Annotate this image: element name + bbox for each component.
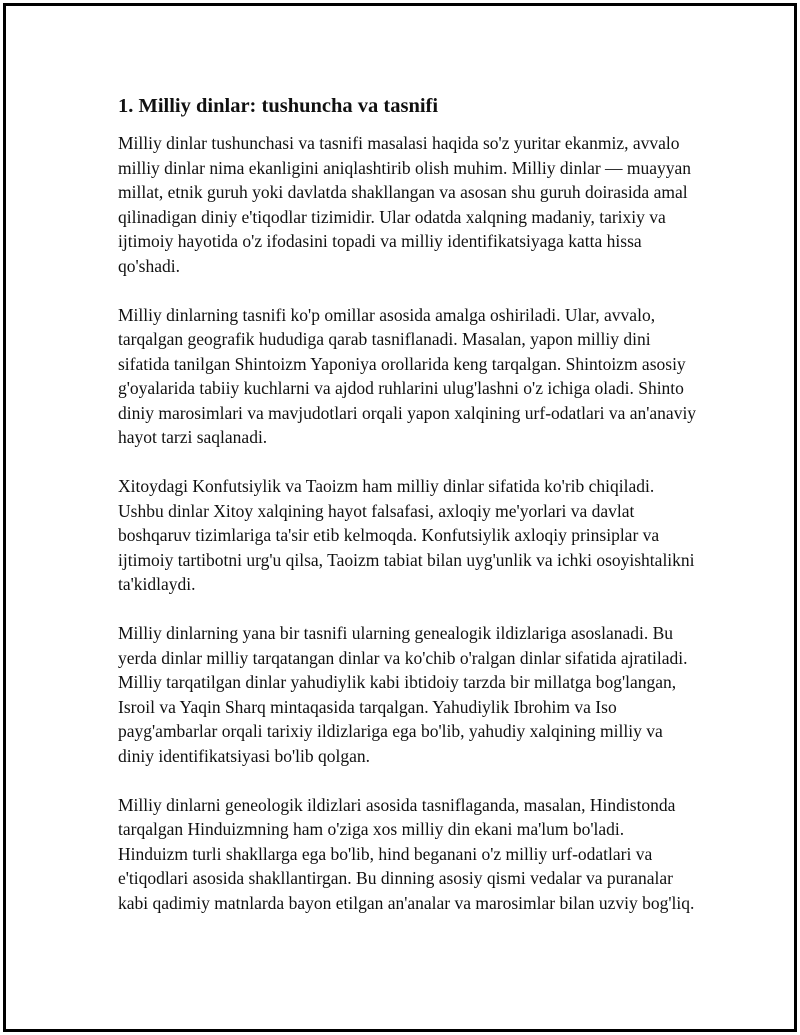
paragraph-hinduism: Milliy dinlarni geneologik ildizlari asosida tasniflaganda, masalan, Hindistonda tarqalgan Hinduizmning ham o'ziga xos milliy din ekani ma'lum bo'ladi. Hinduizm turli shakllarga ega bo'lib, hind beganani o'z milliy urf-odatlari va e'tiqodlari asosida shakllantirgan. Bu dinning asosiy qismi vedalar va puranalar kabi qadimiy matnlarda bayon etilgan an'analar va marosimlar bilan uzviy bog'liq. bbox=[118, 794, 695, 913]
paragraph-confucianism-taoism: Xitoydagi Konfutsiylik va Taoizm ham milliy dinlar sifatida ko'rib chiqiladi. Ushbu dinlar Xitoy xalqining hayot falsafasi, axloqiy me'yorlari va davlat boshqaruv tizimlariga ta'sir etib kelmoqda. Konfutsiylik axloqiy prinsiplar va ijtimoiy tartibotni urg'u qilsa, Taoizm tabiat bilan uyg'unlik va ichki osoyishtalikni ta'kidlaydi. bbox=[118, 476, 695, 594]
section-heading: 1. Milliy dinlar: tushuncha va tasnifi bbox=[118, 95, 439, 117]
paragraph-shintoism: Milliy dinlarning tasnifi ko'p omillar asosida amalga oshiriladi. Ular, avvalo, tarqalgan geografik hududiga qarab tasniflanadi. Masalan, yapon milliy dini sifatida tanilgan Shintoizm Yaponiya orollarida keng tarqalgan. Shintoizm asosiy g'oyalarida tabiiy kuchlarni va ajdod ruhlarini ulug'lashni o'z ichiga oladi. Shinto diniy marosimlari va mavjudotlari orqali yapon xalqining urf-odatlari va an'anaviy hayot tarzi saqlanadi. bbox=[118, 304, 697, 447]
document-body bbox=[118, 92, 698, 940]
paragraph-judaism: Milliy dinlarning yana bir tasnifi ularning genealogik ildizlariga asoslanadi. Bu yerda dinlar milliy tarqatangan dinlar va ko'chib o'ralgan dinlar sifatida ajratiladi. Milliy tarqatilgan dinlar yahudiylik kabi ibtidoiy tarzda bir millatga bog'langan, Isroil va Yaqin Sharq mintaqasida tarqalgan. Yahudiylik Ibrohim va Iso payg'ambarlar orqali tarixiy ildizlariga ega bo'lib, yahudiy xalqining milliy va diniy identifikatsiyasi bo'lib qolgan. bbox=[118, 623, 688, 766]
paragraph-intro: Milliy dinlar tushunchasi va tasnifi masalasi haqida so'z yuritar ekanmiz, avvalo milliy dinlar nima ekanligini aniqlashtirib olish muhim. Milliy dinlar — muayyan millat, etnik guruh yoki davlatda shakllangan va asosan shu guruh doirasida amal qilinadigan diniy e'tiqodlar tizimidir. Ular odatda xalqning madaniy, tarixiy va ijtimoiy hayotida o'z ifodasini topadi va milliy identifikatsiyaga katta hissa qo'shadi. bbox=[118, 133, 692, 276]
